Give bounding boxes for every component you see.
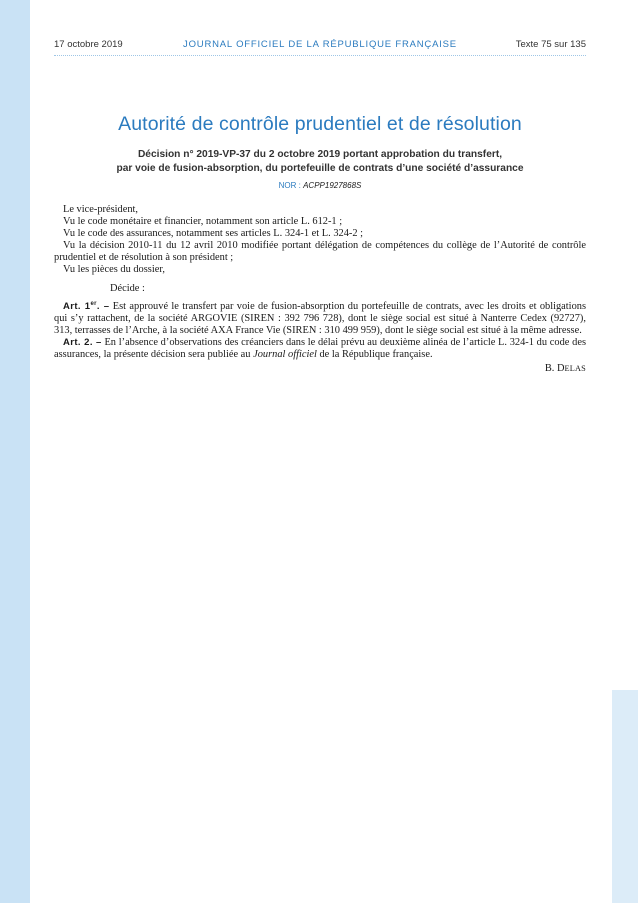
signature: B. DELAS xyxy=(544,363,586,375)
visa-2: Vu le code des assurances, notamment ses articles L. 324-1 et L. 324-2 ; xyxy=(63,228,364,240)
left-margin-band xyxy=(0,0,30,903)
decide-line: Décide : xyxy=(110,282,145,294)
article-2-text: En l’absence d’observations des créanciers dans le délai prévu au deuxième alinéa de l’article L. 324-1 du code des assurances, la présente décision sera publiée au Journal officiel de la République française. xyxy=(54,337,586,361)
nor-label: NOR : xyxy=(278,181,304,190)
nor-value: ACPP1927868S xyxy=(303,181,362,190)
visa-1: Vu le code monétaire et financier, notamment son article L. 612-1 ; xyxy=(63,216,343,228)
header-rule xyxy=(54,55,586,56)
decision-title xyxy=(60,148,580,175)
journal-title: JOURNAL OFFICIEL DE LA RÉPUBLIQUE FRANÇAISE xyxy=(183,39,457,50)
author-line: Le vice-président, xyxy=(63,204,139,215)
article-1-label: Art. 1er. – xyxy=(63,300,110,312)
page-reference: Texte 75 sur 135 xyxy=(515,39,586,50)
page-header xyxy=(54,38,586,52)
article-1-text: Est approuvé le transfert par voie de fusion-absorption du portefeuille de contrats, avec les droits et obligations qui s’y rattachent, de la société ARGOVIE (SIREN : 392 796 728), dont le siège social est situé à Nanterre Cedex (92727), 313, terrasses de l’Arche, à la société AXA France Vie (SIREN : 310 499 959), dont le siège social est situé à la même adresse. xyxy=(54,300,587,336)
bottom-right-tab xyxy=(612,690,638,903)
decision-title-line-2: par voie de fusion-absorption, du portefeuille de contrats d’une société d’assurance xyxy=(116,162,524,174)
visa-4: Vu les pièces du dossier, xyxy=(63,264,165,276)
authority-heading: Autorité de contrôle prudentiel et de résolution xyxy=(118,113,522,135)
decision-title-line-1: Décision n° 2019-VP-37 du 2 octobre 2019 portant approbation du transfert, xyxy=(137,149,503,160)
nor-reference xyxy=(54,181,586,190)
decision-body xyxy=(54,204,586,375)
article-2-label: Art. 2. – xyxy=(63,337,102,349)
visa-3: Vu la décision 2010-11 du 12 avril 2010 modifiée portant délégation de compétences du collège de l’Autorité de contrôle prudentiel et de résolution à son président ; xyxy=(54,240,586,264)
publication-date: 17 octobre 2019 xyxy=(54,39,123,50)
article-1 xyxy=(54,298,586,337)
article-2 xyxy=(54,337,586,361)
